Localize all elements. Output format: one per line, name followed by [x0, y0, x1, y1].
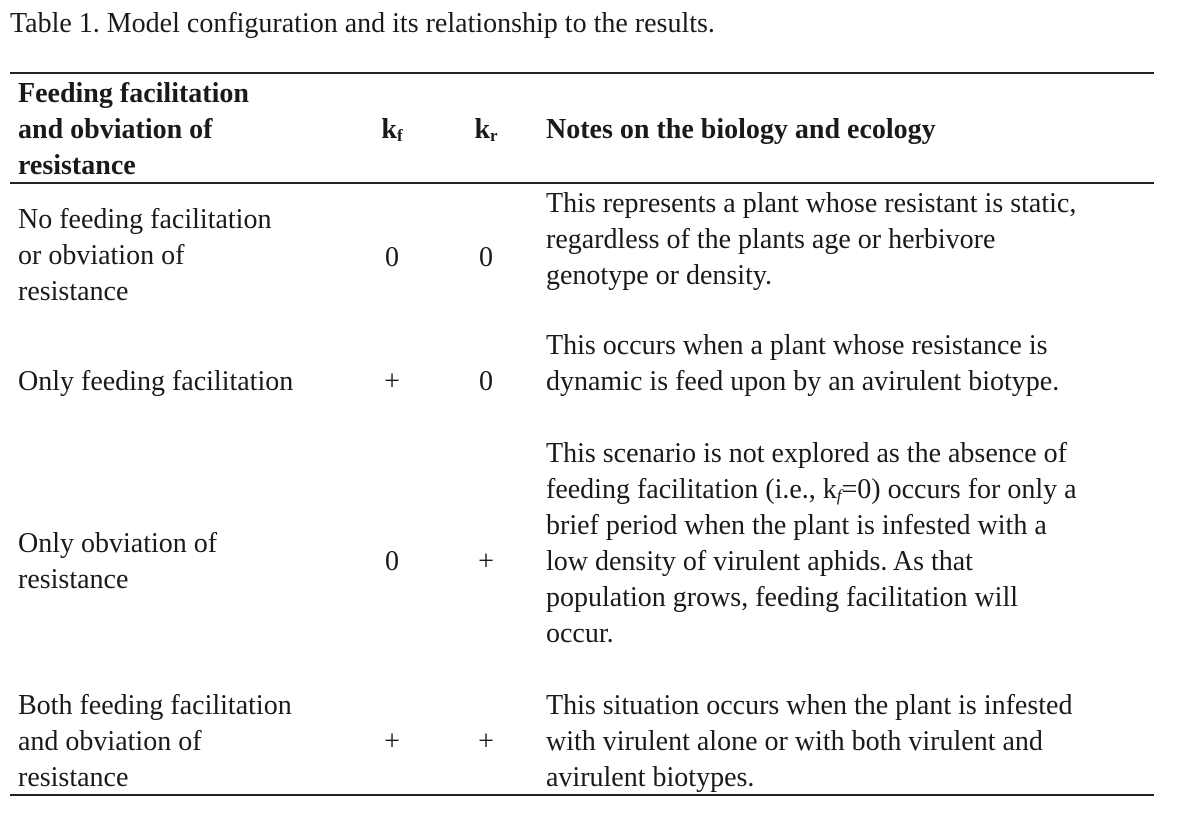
row-4-notes-line: avirulent biotypes. [546, 762, 755, 793]
row-1-notes-line: genotype or density. [546, 260, 773, 291]
header-configuration-line: Feeding facilitation [18, 78, 249, 109]
row-4-notes-line: with virulent alone or with both virulent and [546, 726, 1043, 757]
header-kr-base: k [474, 114, 491, 145]
row-2-notes-line: This occurs when a plant whose resistance is [546, 330, 1048, 361]
row-3-kr: + [478, 546, 494, 577]
row-1-kf: 0 [385, 242, 399, 273]
row-3-notes-k-subscript: f [836, 486, 842, 505]
row-2-notes-line: dynamic is feed upon by an avirulent biotype. [546, 366, 1060, 397]
row-1-notes-line: This represents a plant whose resistant is static, [546, 188, 1077, 219]
row-1-configuration [18, 202, 348, 310]
row-3-notes-line: brief period when the plant is infested with a [546, 510, 1047, 541]
row-4-configuration-line: Both feeding facilitation [18, 690, 292, 721]
row-3-notes-line: population grows, feeding facilitation will [546, 582, 1019, 613]
row-4-notes [546, 688, 1146, 796]
row-1-kr: 0 [479, 242, 493, 273]
header-kr-subscript: r [490, 126, 498, 145]
header-kf [372, 112, 412, 148]
row-2-notes [546, 328, 1146, 400]
row-3-notes [546, 436, 1146, 652]
row-2-kf: + [384, 366, 400, 397]
row-3-notes-text: feeding facilitation (i.e., k [546, 474, 837, 505]
row-1-configuration-line: resistance [18, 276, 129, 307]
row-2-configuration [18, 364, 348, 400]
row-4-kf: + [384, 726, 400, 757]
row-4-configuration-line: and obviation of [18, 726, 202, 757]
header-notes: Notes on the biology and ecology [546, 114, 936, 145]
row-3-notes-text-after: =0) occurs for only a [841, 474, 1077, 505]
row-3-notes-line [546, 472, 1146, 508]
row-3-configuration [18, 526, 348, 598]
header-kf-subscript: f [396, 126, 403, 145]
row-4-kr: + [478, 726, 494, 757]
header-configuration [18, 76, 348, 184]
row-2-configuration-line: Only feeding facilitation [18, 366, 294, 397]
row-4-notes-line: This situation occurs when the plant is infested [546, 690, 1073, 721]
header-configuration-line: resistance [18, 150, 136, 181]
table-top-rule [10, 72, 1154, 74]
row-1-configuration-line: No feeding facilitation [18, 204, 272, 235]
header-kf-base: k [381, 114, 397, 145]
header-configuration-line: and obviation of [18, 114, 213, 145]
header-kr [466, 112, 506, 148]
row-2-kr: 0 [479, 366, 493, 397]
row-3-configuration-line: Only obviation of [18, 528, 218, 559]
row-4-configuration [18, 688, 348, 796]
row-3-notes-line: low density of virulent aphids. As that [546, 546, 973, 577]
row-1-configuration-line: or obviation of [18, 240, 185, 271]
row-3-notes-line: occur. [546, 618, 614, 649]
row-3-notes-line: This scenario is not explored as the absence of [546, 438, 1067, 469]
table-caption: Table 1. Model configuration and its relationship to the results. [10, 8, 715, 39]
row-1-notes-line: regardless of the plants age or herbivore [546, 224, 996, 255]
row-4-configuration-line: resistance [18, 762, 129, 793]
row-3-kf: 0 [385, 546, 399, 577]
row-3-configuration-line: resistance [18, 564, 129, 595]
row-1-notes [546, 186, 1146, 294]
